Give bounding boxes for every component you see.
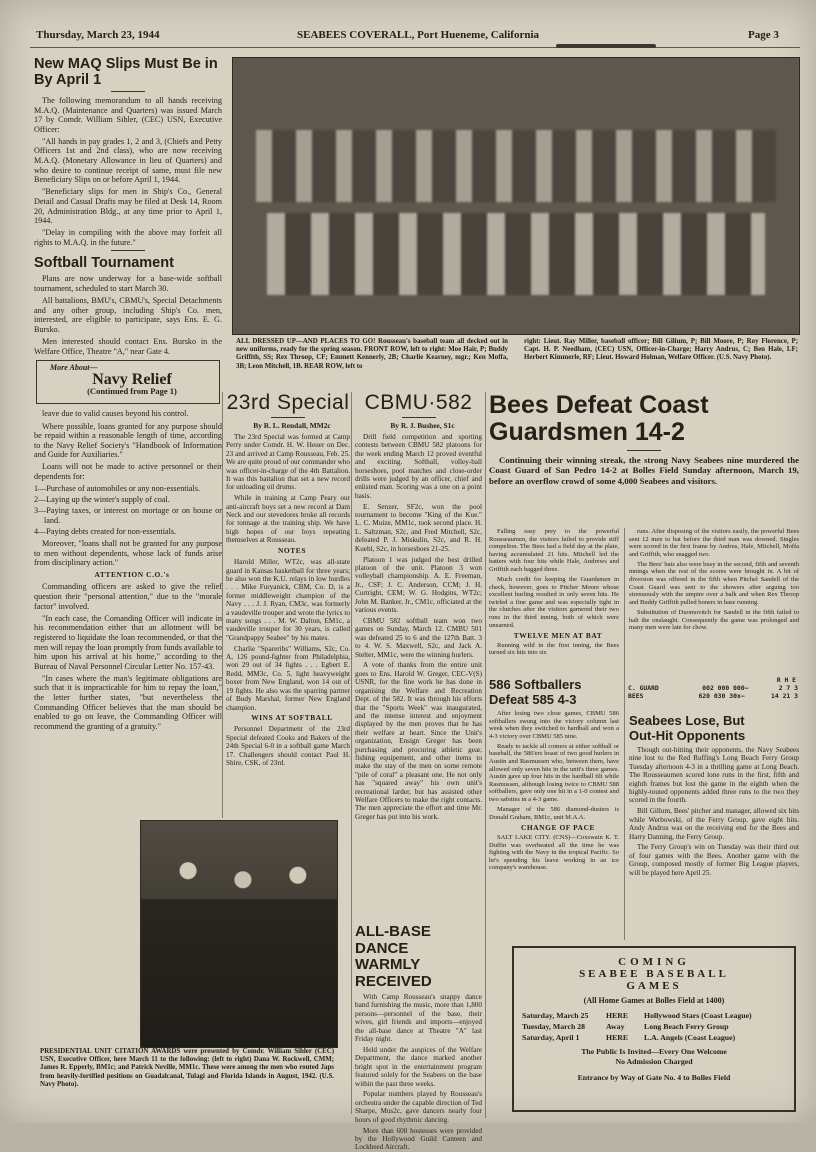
tournament-paragraph: Plans are now underway for a base-wide softball tournament, scheduled to start March 30. [34,274,222,293]
column-3 [355,392,482,922]
navy-relief-header-box [36,360,220,404]
section-divider [627,450,661,451]
column-rule-4 [624,528,625,940]
bees-paragraph: Falling easy prey to the powerful Rousseaumen, the visitors failed to provide stiff compelion. The Bees had a field day at the plate, having accumulated 21 hits. Mitchell led the batters with four hits while Hale, Andrews and Griffith each bagged three. [489,528,619,573]
box-score-team: C. GUARD [628,684,659,693]
column-1 [34,56,222,818]
box-score-row [628,684,798,692]
coming-games-box [512,946,796,1112]
bees-lead-paragraph: Continuing their winning streak, the strong Navy Seabees nine murdered the Coast Guard of San Pedro 14-2 at Bolles Field Sunday afternoon, March 19, before an overflow crowd of some 4,000 Seabees and visitors. [489,455,799,486]
s586-headline-line1: 586 Softballers [489,677,582,692]
cbmu582-paragraph: CBMU 582 softball team won two games on Sunday, March 12. CMBU 501 was defeated 25 to 6 and the 127th Batt. 3 to 4. W. S. Maxwell, S2c, and Jack A. Stelter, MM1c, were the winning hurlers. [355,616,482,659]
photo-front-row-figures [267,213,765,296]
special23-notes-paragraph: Harold Miller, WT2c, was all-state guard in Kansas basketball for three years; he also won the K.U. relays in low hurdles . . . Mike Furyanick, CBM, Co. D, is a former middleweight champion of the Navy . . . J. J. Ryan, CM3c, was formerly a vaudeville trouper and wrote the lyrics to many songs . . . M. W. Dalton, EM1c, a vaudeville trouper for 30 years, is called "Grandpappy Seabee" by his mates. [226,558,350,642]
navy-relief-paragraph: leave due to valid causes beyond his control. [42,409,189,419]
photo-figures [141,821,337,1047]
column-rule-2 [351,392,352,1114]
seabees-lose-headline-line2: Out-Hit Opponents [629,727,746,743]
maq-paragraph: The following memorandum to all hands receiving M.A.Q. (Maintenance and Quarters) was issued March 17 by Comdr. William Sihler, (CEC) USN, Executive Officer: [34,96,222,134]
cbmu582-paragraph: Drill field competition and sporting contests between CBMU 582 platoons for the week ending March 12 proved eventful and exciting. Softball, volley-ball horseshoes, pool matches and close-order drills were judged by an officer, chief and enlisted man. Scoring was a one on a point basis. [355,432,482,500]
bees-paragraph: runs. After disposing of the visitors easily, the powerful Bees sent 12 men to bat before the third man was downed. Singles were scored in the first frame by Andrus, Hale, Mitchell, Moffa and Griffith, who snagged two. [629,528,799,558]
masthead: SEABEES COVERALL, Port Hueneme, California [296,29,539,41]
column-rule-1 [222,392,223,818]
navy-relief-paragraph: Moreover, "loans shall not be granted for any purpose to men without dependents, whose lack of funds arise from disciplinary action." [34,539,222,568]
section-divider [111,91,145,92]
navy-relief-paragraph: "In each case, the Comanding Officer will indicate in his recommendation either that an allotment will be registered to liquidate the loan recommended, or that the men will repay the loan promptly from funds available to him upon his arrival at his home," according to the Bureau of Naval Personnel Circular Letter No. 157-43. [34,613,222,671]
cbmu582-paragraph: E. Senzer, SF2c, won the pool tournament to become "King of the Kue." L. C. Muize, MM1c, took second place. H. L. Saltzman, S2c, and Fred Mitchell, S2c, defeated P. J. Miskulin, S2c, and R. H. Kuehl, S2c, in horseshoes 21-25. [355,502,482,553]
game-opponent: Hollywood Stars (Coast League) [644,1011,752,1020]
section-divider [271,417,305,418]
game-schedule-row [522,1011,786,1020]
column-2 [226,392,350,818]
loan-list-item: 2—Laying up the winter's supply of coal. [34,495,170,505]
loan-list-item: 4—Paying debts created for non-essentials. [34,526,177,536]
header-ink-blot [556,44,656,48]
citation-award-photo [140,820,338,1048]
game-day: Saturday, April 1 [522,1033,580,1042]
special23-byline: By R. L. Rendall, MM2c [253,421,331,430]
box-score-row [628,692,798,700]
s586-paragraph: Manager of the 586 diamond-dusters is Donald Graham, BM1c, unit M.A.A. [489,806,619,821]
dance-paragraph: With Camp Rousseau's snappy dance band furnishing the music, more than 1,800 persons—personnel of the base, their wives, girl friends and imports—enjoyed the all-base dance at Theatre "A" last Friday night. [355,993,482,1044]
bees-article-head [489,392,799,526]
game-opponent: L.A. Angels (Coast League) [644,1033,736,1042]
maq-headline: New MAQ Slips Must Be in By April 1 [34,56,218,88]
citation-photo-caption: PRESIDENTIAL UNIT CITATION AWARDS were presented by Comdr. William Sihler (CEC) USN, Executive Officer, here March 11 to the following: (left to right) Dana W. Rockwell, CMM; James R. Epperly, BM1c; and Patrick Neville, MM1c. These were among the men who routed Japs from heavily-fortified positions on Guadalcanal, Tulagi and Florida Islands in August, 1942. (U.S. Navy Photo). [40,1048,334,1088]
game-opponent: Long Beach Ferry Group [644,1022,729,1031]
seabees-lose-paragraph: Bill Gillum, Bees' pitcher and manager, allowed six hits while Werbowski, of the Ferry Group, gave eight hits. Andy Andrus was on the receiving end for the Bees and Harry Danning, the Ferry Group. [629,807,799,841]
tournament-paragraph: Men interested should contact Ens. Bursko in the Welfare Office, Theatre "A," near Gate 4. [34,336,222,356]
s586-headline [489,678,619,707]
page-number: Page 3 [748,29,779,41]
seabees-lose-headline [629,714,799,743]
maq-paragraph: "All hands in pay grades 1, 2 and 3, (Chiefs and Petty Officers 1st and 2nd class), who are now receiving M.A.Q. (Monetary Allowance in lieu of Quarters) and who desire to continue receipt of same, must file new Beneficiary Slips on or before April 1, 1944. [34,136,222,185]
seabees-lose-paragraph: Though out-hitting their opponents, the Navy Seabees nine lost to the Red Ruffing's Long Beach Ferry Group Tuesday afternoon 4-3 in a thrilling game at Long Beach. The Rousseaumen scored lone runs in the first, fifth and eighth frames but lost the game in the eighth when the highly-touted opponents added three runs to the two they scored in the fourth. [629,746,799,805]
change-of-pace-paragraph: SALT LAKE CITY. (CNS)—Coxswain K. T. Duffin was overheated all the time he was fighting with the Navy in the tropical Pacific. So he's spending his leave working in an ice company's warehouse. [489,833,619,872]
special23-paragraph: While in training at Camp Peary our anti-aircraft boys set a new record at Dam Neck and our stevedores broke all records for tonnage at the training ship. We have high hopes of our boys repeating themselves at Rousseau. [226,494,350,545]
seabees-lose-headline-line1: Seabees Lose, But [629,713,745,728]
game-schedule-row [522,1033,786,1042]
section-divider [402,417,436,418]
s586-headline-line2: Defeat 585 4-3 [489,691,577,707]
cbmu582-paragraph: Platoon 1 was judged the best drilled platoon of the unit. Platoon 3 won volleyball championship. A. E. Freeman, Jr., CSF; J. C. Anderson, CCM; J. H. Curtright, CEM; W. G. Hodgins, WT2c; John M. Banker, Jr., CM1c, officiated at the various events. [355,555,482,615]
tournament-paragraph: All battalions, BMU's, CBMU's, Special Detachments and any other group, including Ship's Co. men, interested, are eligible to participate, says Ens. E. G. Bursko. [34,296,222,334]
navy-relief-paragraph: Commanding officers are asked to give the relief question their "personal attention," due to the "morale factor" involved. [34,582,222,611]
tournament-headline: Softball Tournament [34,255,174,272]
dance-paragraph: More than 600 hostesses were provided by the Hollywood Guild Canteen and Lockheed Aircraft. [355,1126,482,1152]
special23-notes-paragraph: Charlie "Spareribs" Williams, S2c, Co. A, 126 pound-fighter from Philadelphia, won 29 out of 34 fights . . . Egbert E. Redd, MM3c, Co. 5, light heavyweight boxer from New England, won 14 out of 19 fights. He also was the sparring partner of Budy Marshal, former New England champion. [226,644,350,712]
game-location: HERE [606,1011,629,1020]
seabees-lose-article [629,714,799,940]
navy-relief-continued-note: (Continued from Page 1) [87,386,177,397]
game-day: Tuesday, March 28 [522,1022,586,1031]
wins-at-softball-subhead: WINS AT SOFTBALL [251,713,333,723]
s586-paragraph: Ready to tackle all comers at either softball or baseball, the 586'ers boast of two good hurlers in Austin and Rasmussen who, between them, have allowed only seven hits in the unit's three games. Austin gave up four hits in the hardball tilt while Rasmussen, although losing twice to CBMU 588 softballers, gave only one hit in a 1-0 contest and two safeties in a 4-3 game. [489,742,619,804]
column-rule-3 [485,392,486,1118]
box-score-innings: 002 000 000— [702,684,749,693]
bees-paragraph: Running wild in the first inning, the Bees turned six hits into six [489,641,619,657]
team-photo [232,57,800,335]
maq-paragraph: "Delay in compiling with the above may forfeit all rights to M.A.Q. in the future." [34,228,222,247]
no-admission-notice: No Admission Charged [615,1057,693,1066]
games-box-title-line2: SEABEE BASEBALL [579,968,729,980]
s586-article [489,678,619,940]
maq-paragraph: "Beneficiary slips for men in Ship's Co., General Detail and Casual Drafts may be filed at Desk 14, Room 20, Administration Bldg., at any time prior to April 1, 1944. [34,187,222,226]
attention-cos-subhead: ATTENTION C.O.'s [94,570,170,580]
bees-paragraph: The Bees' bats also were busy in the second, fifth and seventh innings when the rest of the scores were brought in. A bit of diversion was offered in the fifth when Pitchel Sandell of the Coast Guard was sent to the showers after arguing too strenuously with the umpire over a balk and when Rex Throop and Buddy Griffith pulled boners in base running. [629,560,799,606]
s586-paragraph: After losing two close games, CBMU 586 softballers swung into the victory column last week when they switched to hardball and won a 4-3 victory over CBMU 585 nine. [489,710,619,740]
team-photo-caption-left: ALL DRESSED UP—AND PLACES TO GO! Rousseau's baseball team all decked out in new uniforms, ready for the spring season. FRONT ROW, left to right: Moe Hair, P; Buddy Griffith, SS; Rex Throop, CF; Emmett Kennerly, 2B; Charlie Kearney, mgr.; Ken Moffa, 3B; Leon Mitchell, 1B. REAR ROW, left to [236,338,508,370]
public-invited-notice: The Public Is Invited—Every One Welcome [581,1047,727,1056]
game-location: Away [606,1022,625,1031]
team-photo-caption-right: right: Lieut. Ray Miller, baseball officer; Bill Gilium, P; Bill Moore, P; Roy Florence, P; Capt. H. P. Needham, (CEC) USN, Officer-in-Charge; Harry Andrus, C; Ben Hale, LF; Herbert Kimmerle, RF; Lieut. Howard Holman, Welfare Officer. (U.S. Navy Photo). [524,338,798,362]
bees-paragraph: Substitution of Duomovitch for Sandell in the fifth failed to halt the onslaught. Consequently the game was prolonged and many men were late for chow. [629,608,799,632]
navy-relief-headline: Navy Relief [92,371,172,389]
games-box-title-line1: COMING [618,956,690,968]
bees-headline-line2: Guardsmen 14-2 [489,418,685,446]
cbmu582-paragraph: A vote of thanks from the entire unit goes to Ens. Harold W. Greger, CEC-V(S) USNR, for the fine work he has done in organising the Welfare and Recreation Dept. of the 582. It was through his efforts that the "Sports Week" was inaugurated, and the intense interest and enjoyment displayed by the men proves that he has their welfare at heart. Since the Unit's organization, Ensign Greger has been purchasing and procuring athletic gear, fishing equipement, and other items to make the stay of the men on some remote "pile of coral" a pleasant one. He not only has "squared away" his own unit's recreational larder, but has assisted other Welfare Officers to make the right contacts. The men appreciate the effort and time Mr. Greger has put into his work. [355,661,482,821]
section-divider [111,250,145,251]
bees-column-a [489,528,619,674]
special23-paragraph: The 23rd Special was formed at Camp Perry under Comdr. H. W. Heuer on Dec. 23 and arrived at Camp Rousseau, Feb. 25. We are quite proud of our commander who was officer-in-charge of the 4th Battalion. It was this battalion that set a new record for unloading oil drums. [226,432,350,492]
cbmu582-byline: By R. J. Bushee, S1c [390,421,455,430]
navy-relief-paragraph: Where possible, loans granted for any purpose should be repaid within a reasonable length of time, according to the Navy Relief Society's "Handbook of Information and Guide for Auxiliaries." [34,421,222,460]
navy-relief-paragraph: "In cases where the man's legitimate obligations are such that it is impracticable for him to repay the loan," the letter further states, "but nevertheless the Commanding Officer believes that the man should be enabled to go on leave, the Commanding Officer will recommend the granting of a gratuity." [34,673,222,731]
dance-headline [355,924,482,990]
box-score-totals: 14 21 3 [771,692,798,701]
dance-paragraph: Popular numbers played by Rousseau's orchestra under the capable direction of Ted Sharpe, Mus2c, gave dancers nearly four hours of good rhythmic dancing. [355,1090,482,1124]
game-day: Saturday, March 25 [522,1011,589,1020]
navy-relief-paragraph: Loans will not be made to active personnel or their dependents for: [34,462,222,481]
game-location: HERE [606,1033,629,1042]
entrance-notice: Entrance by Way of Gate No. 4 to Bolles Field [577,1073,731,1082]
twelve-men-subhead: TWELVE MEN AT BAT [513,630,603,640]
loan-list-item: 1—Purchase of automobiles or any non-essentials. [34,484,200,494]
bees-lead [489,455,799,486]
box-score [628,676,798,701]
box-score-totals: 2 7 3 [778,684,798,693]
issue-date: Thursday, March 23, 1944 [36,29,160,41]
box-score-innings: 620 030 30x— [698,692,745,701]
game-schedule-row [522,1022,786,1031]
header-rule [30,47,800,48]
bees-headline [489,392,799,446]
navy-relief-kicker: More About— [50,363,98,373]
seabees-lose-paragraph: The Ferry Group's win on Tuesday was their third out of four games with the Bees. Another game with the Group, composed mostly of former Big League players, will be played here April 25. [629,843,799,877]
bees-headline-line1: Bees Defeat Coast [489,391,709,419]
special23-wins-paragraph: Personnel Department of the 23rd Special defeated Cooks and Bakers of the 24th Special 6-0 in a softball game March 17. Challengers should contact Paul H. Shire, CSK, of 23rd. [226,725,350,767]
box-score-header: R H E [776,676,796,684]
dance-headline-line1: ALL-BASE DANCE [355,923,431,957]
cbmu582-headline: CBMU·582 [364,391,473,414]
special23-headline: 23rd Special [226,391,350,414]
notes-subhead: NOTES [277,546,307,556]
bees-column-b [629,528,799,676]
games-box-title-line3: GAMES [626,980,682,992]
dance-paragraph: Held under the auspices of the Welfare Department, the dance marked another bright spot in the entertainment program featured solely for the Seabees on the base within the past three weeks. [355,1045,482,1088]
change-of-pace-subhead: CHANGE OF PACE [520,822,596,832]
photo-back-row-figures [256,130,777,202]
box-score-team: BEES [628,692,644,701]
dance-article [355,923,482,1152]
bees-paragraph: Much credit for keeping the Guardsmen in check, however, goes to Pitcher Moore whose excellent hurling resulted in only seven hits. He twirled a fine game and was especially tight in the clutches after the visitors garnered their two runs in the third inning, both of which were unearned. [489,576,619,629]
games-box-subtitle: (All Home Games at Bolles Field at 1400) [583,996,725,1005]
loan-list-item: 3—Paying taxes, or interest on mortage or on house or land. [34,506,222,525]
navy-relief-loan-list [34,484,222,536]
dance-headline-line2: WARMLY RECEIVED [355,956,432,990]
